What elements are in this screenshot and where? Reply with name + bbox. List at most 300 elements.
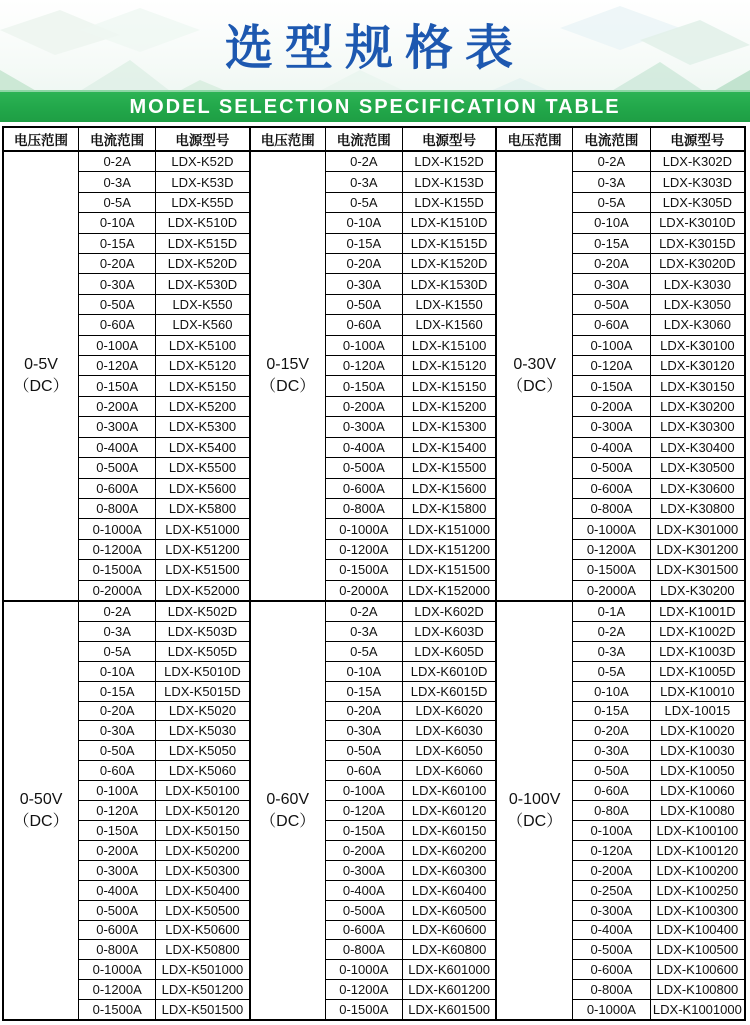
current-cell: 0-10A bbox=[79, 213, 156, 232]
current-cell: 0-150A bbox=[326, 821, 403, 840]
model-cell: LDX-K520D bbox=[167, 256, 238, 272]
voltage-dc-note: （DC） bbox=[260, 378, 316, 395]
model-cell: LDX-K501200 bbox=[161, 982, 244, 998]
table-row bbox=[326, 881, 496, 901]
model-cell: LDX-K30500 bbox=[660, 460, 735, 476]
current-cell: 0-120A bbox=[326, 356, 403, 375]
current-cell: 0-15A bbox=[79, 682, 156, 701]
model-cell: LDX-K1530D bbox=[410, 276, 488, 292]
model-cell: LDX-K515D bbox=[167, 235, 238, 251]
current-cell: 0-2A bbox=[79, 602, 156, 621]
rows-container bbox=[573, 602, 744, 1019]
current-cell: 0-200A bbox=[573, 397, 651, 416]
current-cell: 0-20A bbox=[79, 702, 156, 721]
current-cell: 0-800A bbox=[79, 499, 156, 518]
table-row bbox=[573, 479, 744, 499]
current-cell: 0-20A bbox=[326, 702, 403, 721]
current-cell: 0-200A bbox=[573, 861, 651, 880]
table-row bbox=[326, 980, 496, 1000]
model-cell: LDX-K301500 bbox=[656, 562, 739, 578]
model-cell: LDX-K550 bbox=[172, 297, 233, 313]
model-cell: LDX-K60800 bbox=[411, 942, 487, 958]
current-cell: 0-100A bbox=[326, 336, 403, 355]
table-row bbox=[326, 560, 496, 580]
table-row bbox=[79, 438, 249, 458]
model-cell: LDX-K1005D bbox=[659, 663, 736, 679]
current-cell: 0-1000A bbox=[326, 960, 403, 979]
table-row bbox=[573, 841, 744, 861]
table-row bbox=[326, 152, 496, 172]
model-cell: LDX-K100600 bbox=[656, 962, 739, 978]
table-row bbox=[326, 642, 496, 662]
model-cell: LDX-K15600 bbox=[411, 480, 487, 496]
current-cell: 0-30A bbox=[79, 721, 156, 740]
model-cell: LDX-K60150 bbox=[411, 822, 487, 838]
table-row bbox=[573, 540, 744, 560]
model-cell: LDX-K501500 bbox=[161, 1002, 244, 1018]
model-cell: LDX-K505D bbox=[167, 643, 238, 659]
table-row bbox=[573, 940, 744, 960]
current-cell: 0-5A bbox=[79, 642, 156, 661]
table-row bbox=[79, 479, 249, 499]
current-cell: 0-100A bbox=[79, 336, 156, 355]
current-cell: 0-800A bbox=[573, 499, 651, 518]
model-cell: LDX-K5200 bbox=[168, 399, 237, 415]
model-cell: LDX-K502D bbox=[167, 603, 238, 619]
table-row bbox=[573, 315, 744, 335]
current-cell: 0-300A bbox=[326, 417, 403, 436]
table-row bbox=[573, 172, 744, 192]
column-header-current: 电流范围 bbox=[79, 128, 156, 150]
current-cell: 0-60A bbox=[326, 315, 403, 334]
table-row bbox=[573, 702, 744, 722]
model-cell: LDX-K100250 bbox=[656, 882, 739, 898]
model-cell: LDX-K6050 bbox=[415, 743, 483, 759]
table-row bbox=[326, 213, 496, 233]
voltage-cell bbox=[497, 602, 573, 1019]
model-cell: LDX-K60100 bbox=[411, 783, 487, 799]
table-row bbox=[573, 1000, 744, 1019]
table-row bbox=[326, 662, 496, 682]
voltage-group bbox=[4, 152, 251, 600]
current-cell: 0-300A bbox=[573, 417, 651, 436]
table-row bbox=[326, 602, 496, 622]
table-row bbox=[79, 172, 249, 192]
model-cell: LDX-K5020 bbox=[168, 703, 237, 719]
model-cell: LDX-K15500 bbox=[411, 460, 487, 476]
banner-strip bbox=[0, 90, 750, 122]
model-cell: LDX-K5800 bbox=[168, 501, 237, 517]
table-row bbox=[573, 682, 744, 702]
model-cell: LDX-K3050 bbox=[663, 297, 731, 313]
model-cell: LDX-K152D bbox=[414, 154, 484, 170]
current-cell: 0-50A bbox=[573, 295, 651, 314]
rows-container bbox=[326, 602, 496, 1019]
current-cell: 0-3A bbox=[79, 622, 156, 641]
current-cell: 0-150A bbox=[79, 376, 156, 395]
current-cell: 0-5A bbox=[573, 193, 651, 212]
table-row bbox=[326, 376, 496, 396]
current-cell: 0-600A bbox=[79, 479, 156, 498]
current-cell: 0-120A bbox=[573, 841, 651, 860]
model-cell: LDX-K1001D bbox=[659, 603, 736, 619]
table-row bbox=[79, 921, 249, 941]
model-cell: LDX-K6015D bbox=[410, 683, 488, 699]
table-row bbox=[326, 458, 496, 478]
table-row bbox=[573, 662, 744, 682]
table-row bbox=[79, 662, 249, 682]
current-cell: 0-2A bbox=[573, 622, 651, 641]
current-cell: 0-20A bbox=[326, 254, 403, 273]
model-cell: LDX-K1510D bbox=[410, 215, 488, 231]
voltage-dc-note: （DC） bbox=[507, 378, 563, 395]
model-cell: LDX-K6010D bbox=[410, 663, 488, 679]
voltage-group bbox=[497, 602, 744, 1019]
model-cell: LDX-K30200 bbox=[660, 399, 735, 415]
table-row bbox=[573, 901, 744, 921]
spec-table bbox=[2, 126, 746, 1021]
current-cell: 0-600A bbox=[79, 921, 156, 940]
voltage-range-label: 0-30V bbox=[513, 356, 557, 374]
table-row bbox=[573, 274, 744, 294]
current-cell: 0-2000A bbox=[573, 581, 651, 600]
table-row bbox=[573, 499, 744, 519]
current-cell: 0-100A bbox=[79, 781, 156, 800]
current-cell: 0-3A bbox=[573, 172, 651, 191]
model-cell: LDX-K5030 bbox=[168, 723, 237, 739]
model-cell: LDX-K60120 bbox=[411, 803, 487, 819]
voltage-dc-note: （DC） bbox=[260, 812, 316, 830]
current-cell: 0-60A bbox=[79, 761, 156, 780]
model-cell: LDX-K5010D bbox=[164, 663, 241, 679]
table-row bbox=[79, 458, 249, 478]
current-cell: 0-50A bbox=[326, 741, 403, 760]
table-row bbox=[326, 1000, 496, 1019]
table-row bbox=[79, 560, 249, 580]
table-row bbox=[573, 336, 744, 356]
table-row bbox=[573, 254, 744, 274]
current-cell: 0-1500A bbox=[573, 560, 651, 579]
model-cell: LDX-K5120 bbox=[168, 358, 237, 374]
model-cell: LDX-K560 bbox=[172, 317, 233, 333]
current-cell: 0-600A bbox=[326, 479, 403, 498]
model-cell: LDX-K10020 bbox=[660, 723, 735, 739]
model-cell: LDX-K50400 bbox=[165, 882, 240, 898]
table-row bbox=[326, 821, 496, 841]
current-cell: 0-200A bbox=[79, 841, 156, 860]
current-cell: 0-10A bbox=[573, 682, 651, 701]
voltage-range-label: 0-15V bbox=[266, 356, 310, 374]
table-row bbox=[79, 881, 249, 901]
table-row bbox=[326, 801, 496, 821]
voltage-group bbox=[251, 602, 498, 1019]
voltage-range-label: 0-100V bbox=[508, 790, 561, 808]
model-cell: LDX-K30800 bbox=[660, 501, 735, 517]
model-cell: LDX-K30120 bbox=[660, 358, 735, 374]
model-cell: LDX-K60300 bbox=[411, 862, 487, 878]
current-cell: 0-10A bbox=[326, 213, 403, 232]
rows-container bbox=[79, 152, 249, 600]
voltage-cell bbox=[251, 152, 326, 600]
table-row bbox=[573, 960, 744, 980]
table-row bbox=[79, 376, 249, 396]
model-cell: LDX-K601000 bbox=[408, 962, 490, 978]
current-cell: 0-30A bbox=[326, 274, 403, 293]
model-cell: LDX-K100120 bbox=[656, 842, 739, 858]
model-cell: LDX-K100400 bbox=[656, 922, 739, 938]
table-row bbox=[79, 193, 249, 213]
current-cell: 0-400A bbox=[79, 881, 156, 900]
model-cell: LDX-K6020 bbox=[415, 703, 483, 719]
model-cell: LDX-K510D bbox=[167, 215, 238, 231]
model-cell: LDX-K30300 bbox=[660, 419, 735, 435]
model-cell: LDX-K501000 bbox=[161, 962, 244, 978]
model-cell: LDX-K60500 bbox=[411, 902, 487, 918]
current-cell: 0-60A bbox=[79, 315, 156, 334]
table-row bbox=[326, 479, 496, 499]
table-row bbox=[573, 560, 744, 580]
current-cell: 0-250A bbox=[573, 881, 651, 900]
table-row bbox=[573, 602, 744, 622]
table-row bbox=[326, 721, 496, 741]
current-cell: 0-800A bbox=[326, 499, 403, 518]
table-row bbox=[79, 801, 249, 821]
current-cell: 0-400A bbox=[573, 438, 651, 457]
header-banner bbox=[0, 0, 750, 122]
table-row bbox=[573, 417, 744, 437]
model-cell: LDX-K50800 bbox=[165, 942, 240, 958]
current-cell: 0-15A bbox=[326, 234, 403, 253]
current-cell: 0-500A bbox=[79, 901, 156, 920]
current-cell: 0-300A bbox=[326, 861, 403, 880]
table-row bbox=[326, 336, 496, 356]
model-cell: LDX-K51200 bbox=[165, 541, 240, 557]
table-row bbox=[79, 960, 249, 980]
current-cell: 0-1200A bbox=[326, 980, 403, 999]
current-cell: 0-20A bbox=[573, 721, 651, 740]
model-cell: LDX-K50500 bbox=[165, 902, 240, 918]
table-row bbox=[79, 940, 249, 960]
current-cell: 0-1500A bbox=[79, 1000, 156, 1019]
table-row bbox=[326, 682, 496, 702]
current-cell: 0-3A bbox=[326, 172, 403, 191]
table-row bbox=[79, 702, 249, 722]
table-row bbox=[326, 741, 496, 761]
current-cell: 0-1200A bbox=[79, 980, 156, 999]
current-cell: 0-2000A bbox=[79, 581, 156, 600]
current-cell: 0-500A bbox=[573, 458, 651, 477]
current-cell: 0-400A bbox=[79, 438, 156, 457]
table-row bbox=[79, 254, 249, 274]
table-row bbox=[326, 234, 496, 254]
voltage-group bbox=[497, 152, 744, 600]
column-header-current: 电流范围 bbox=[326, 128, 403, 150]
current-cell: 0-2A bbox=[573, 152, 651, 171]
model-cell: LDX-K55D bbox=[171, 195, 234, 211]
current-cell: 0-10A bbox=[326, 662, 403, 681]
current-cell: 0-50A bbox=[79, 295, 156, 314]
model-cell: LDX-K5400 bbox=[168, 439, 237, 455]
model-cell: LDX-K10010 bbox=[660, 683, 735, 699]
model-cell: LDX-K1002D bbox=[659, 623, 736, 639]
model-cell: LDX-K30600 bbox=[660, 480, 735, 496]
current-cell: 0-120A bbox=[79, 356, 156, 375]
model-cell: LDX-K51000 bbox=[165, 521, 240, 537]
table-row bbox=[79, 781, 249, 801]
model-cell: LDX-K100500 bbox=[656, 942, 739, 958]
current-cell: 0-1200A bbox=[573, 540, 651, 559]
table-row bbox=[573, 980, 744, 1000]
table-row bbox=[79, 540, 249, 560]
table-row bbox=[326, 254, 496, 274]
model-cell: LDX-K5100 bbox=[168, 337, 237, 353]
table-row bbox=[326, 761, 496, 781]
table-row bbox=[79, 213, 249, 233]
table-row bbox=[573, 622, 744, 642]
current-cell: 0-1200A bbox=[79, 540, 156, 559]
model-cell: LDX-K50120 bbox=[165, 803, 240, 819]
current-cell: 0-50A bbox=[573, 761, 651, 780]
table-row bbox=[573, 397, 744, 417]
table-row bbox=[573, 781, 744, 801]
model-cell: LDX-K10030 bbox=[660, 743, 735, 759]
table-row bbox=[79, 336, 249, 356]
model-cell: LDX-K100300 bbox=[656, 902, 739, 918]
table-row bbox=[573, 152, 744, 172]
model-cell: LDX-K1001000 bbox=[652, 1002, 742, 1018]
model-cell: LDX-K3030 bbox=[663, 276, 731, 292]
current-cell: 0-500A bbox=[326, 901, 403, 920]
model-cell: LDX-K50600 bbox=[165, 922, 240, 938]
table-row bbox=[79, 519, 249, 539]
current-cell: 0-1500A bbox=[79, 560, 156, 579]
table-row bbox=[79, 741, 249, 761]
model-cell: LDX-K6060 bbox=[415, 763, 483, 779]
model-cell: LDX-K301200 bbox=[656, 541, 739, 557]
table-row bbox=[573, 581, 744, 600]
header-group bbox=[251, 128, 498, 150]
voltage-range-label: 0-50V bbox=[19, 790, 63, 808]
model-cell: LDX-K151000 bbox=[408, 521, 490, 537]
table-row bbox=[326, 438, 496, 458]
current-cell: 0-300A bbox=[79, 861, 156, 880]
model-cell: LDX-K60600 bbox=[411, 922, 487, 938]
current-cell: 0-80A bbox=[573, 801, 651, 820]
table-row bbox=[326, 274, 496, 294]
current-cell: 0-30A bbox=[573, 741, 651, 760]
model-cell: LDX-K30400 bbox=[660, 439, 735, 455]
current-cell: 0-120A bbox=[326, 801, 403, 820]
column-header-voltage: 电压范围 bbox=[251, 128, 326, 150]
current-cell: 0-10A bbox=[573, 213, 651, 232]
table-row bbox=[79, 315, 249, 335]
model-cell: LDX-K3020D bbox=[659, 256, 736, 272]
model-cell: LDX-K601200 bbox=[408, 982, 490, 998]
table-row bbox=[326, 193, 496, 213]
table-row bbox=[573, 721, 744, 741]
column-header-voltage: 电压范围 bbox=[4, 128, 79, 150]
model-cell: LDX-K5150 bbox=[168, 378, 237, 394]
current-cell: 0-60A bbox=[326, 761, 403, 780]
table-row bbox=[573, 295, 744, 315]
model-cell: LDX-K155D bbox=[414, 195, 484, 211]
rows-container bbox=[79, 602, 249, 1019]
current-cell: 0-1500A bbox=[326, 560, 403, 579]
table-row bbox=[79, 861, 249, 881]
model-cell: LDX-K1550 bbox=[415, 297, 483, 313]
current-cell: 0-5A bbox=[79, 193, 156, 212]
table-row bbox=[79, 682, 249, 702]
current-cell: 0-100A bbox=[573, 336, 651, 355]
model-cell: LDX-K603D bbox=[414, 623, 484, 639]
table-row bbox=[79, 821, 249, 841]
current-cell: 0-1200A bbox=[326, 540, 403, 559]
current-cell: 0-3A bbox=[79, 172, 156, 191]
current-cell: 0-1000A bbox=[79, 960, 156, 979]
model-cell: LDX-K15800 bbox=[411, 501, 487, 517]
column-header-model: 电源型号 bbox=[422, 133, 477, 148]
model-cell: LDX-K302D bbox=[662, 154, 733, 170]
model-cell: LDX-K15120 bbox=[411, 358, 487, 374]
table-row bbox=[326, 861, 496, 881]
table-row bbox=[573, 356, 744, 376]
table-row bbox=[573, 193, 744, 213]
model-cell: LDX-K305D bbox=[662, 195, 733, 211]
model-cell: LDX-K5060 bbox=[168, 763, 237, 779]
current-cell: 0-200A bbox=[326, 841, 403, 860]
table-row bbox=[326, 622, 496, 642]
model-cell: LDX-K5600 bbox=[168, 480, 237, 496]
table-row bbox=[326, 499, 496, 519]
header-group bbox=[4, 128, 251, 150]
current-cell: 0-1A bbox=[573, 602, 651, 621]
current-cell: 0-150A bbox=[573, 376, 651, 395]
current-cell: 0-800A bbox=[326, 940, 403, 959]
model-cell: LDX-K3015D bbox=[659, 235, 736, 251]
current-cell: 0-300A bbox=[573, 901, 651, 920]
table-row bbox=[79, 295, 249, 315]
current-cell: 0-50A bbox=[326, 295, 403, 314]
table-row bbox=[573, 519, 744, 539]
current-cell: 0-1000A bbox=[326, 519, 403, 538]
model-cell: LDX-K151200 bbox=[408, 541, 490, 557]
model-cell: LDX-K15100 bbox=[411, 337, 487, 353]
current-cell: 0-2000A bbox=[326, 581, 403, 600]
current-cell: 0-800A bbox=[573, 980, 651, 999]
model-cell: LDX-K100200 bbox=[656, 862, 739, 878]
table-row bbox=[573, 801, 744, 821]
current-cell: 0-600A bbox=[326, 921, 403, 940]
rows-container bbox=[573, 152, 744, 600]
table-row bbox=[573, 376, 744, 396]
table-row bbox=[573, 438, 744, 458]
current-cell: 0-10A bbox=[79, 662, 156, 681]
table-row bbox=[79, 397, 249, 417]
voltage-dc-note: （DC） bbox=[13, 812, 69, 830]
table-row bbox=[326, 356, 496, 376]
current-cell: 0-150A bbox=[79, 821, 156, 840]
model-cell: LDX-K5015D bbox=[164, 683, 241, 699]
column-header-voltage: 电压范围 bbox=[497, 128, 573, 150]
current-cell: 0-5A bbox=[573, 662, 651, 681]
column-header-model: 电源型号 bbox=[175, 133, 230, 148]
current-cell: 0-1500A bbox=[326, 1000, 403, 1019]
model-cell: LDX-K30150 bbox=[660, 378, 735, 394]
current-cell: 0-20A bbox=[79, 254, 156, 273]
model-cell: LDX-K1515D bbox=[410, 235, 488, 251]
table-row bbox=[79, 356, 249, 376]
table-header-row bbox=[4, 128, 744, 152]
